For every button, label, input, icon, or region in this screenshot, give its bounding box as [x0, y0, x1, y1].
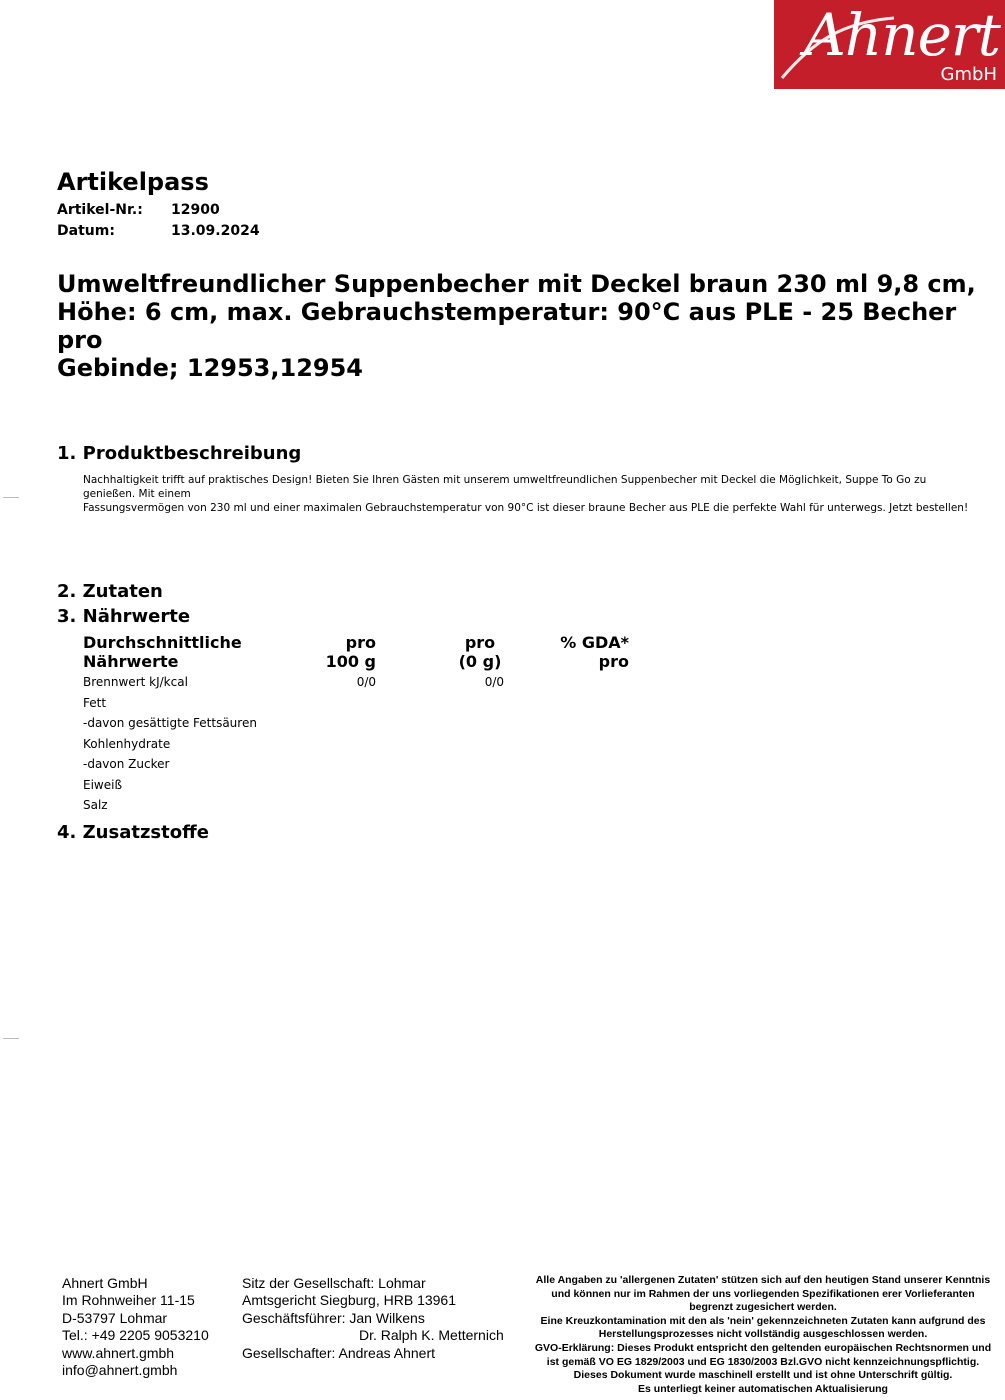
disclaimer-line: Herstellungsprozesses nicht vollständig ausgeschlossen werden.	[598, 1328, 928, 1341]
disclaimer-line: GVO-Erklärung: Dieses Produkt entspricht den geltenden europäischen Rechtsnormen und	[534, 1341, 992, 1354]
product-description	[83, 473, 973, 515]
section-naehrwerte-heading: 3. Nährwerte	[57, 606, 191, 627]
nutrition-row-label: -davon gesättigte Fettsäuren	[83, 716, 257, 730]
nutrition-row-label: -davon Zucker	[83, 757, 170, 771]
disclaimer-line: Eine Kreuzkontamination mit den als 'nein' gekennzeichneten Zutaten kann aufgrund des	[540, 1314, 986, 1327]
product-title-line: Gebinde; 12953,12954	[57, 354, 363, 382]
footer-disclaimer	[524, 1274, 1002, 1396]
date-value: 13.09.2024	[171, 223, 260, 239]
footer-managing-director: Geschäftsführer: Jan Wilkens	[242, 1309, 425, 1326]
section-zusatzstoffe-heading: 4. Zusatzstoffe	[57, 822, 209, 843]
product-title	[57, 270, 977, 382]
disclaimer-line: begrenzt zugesichert werden.	[689, 1301, 837, 1314]
nutrition-row-label: Salz	[83, 798, 108, 812]
article-number-label: Artikel-Nr.:	[57, 202, 143, 218]
header-line: pro	[598, 652, 629, 671]
disclaimer-line: Alle Angaben zu 'allergenen Zutaten' stützen sich auf den heutigen Stand unserer Kenntnis	[535, 1274, 991, 1286]
logo-sub-text: GmbH	[940, 64, 997, 85]
product-title-line: Höhe: 6 cm, max. Gebrauchstemperatur: 90°C aus PLE - 25 Becher pro	[57, 298, 957, 354]
footer-email-link[interactable]: info@ahnert.gmbh	[62, 1362, 178, 1379]
margin-fold-mark	[3, 497, 19, 498]
date-label: Datum:	[57, 223, 115, 239]
footer-phone: Tel.: +49 2205 9053210	[62, 1327, 209, 1344]
footer-legal-info	[242, 1275, 504, 1362]
nutrition-row-portion: 0/0	[484, 675, 504, 689]
footer-shareholder: Gesellschafter: Andreas Ahnert	[242, 1344, 435, 1361]
disclaimer-line: ist gemäß VO EG 1829/2003 und EG 1830/2003 Bzl.GVO nicht kennzeichnungspflichtig.	[546, 1355, 980, 1368]
footer-company-name: Ahnert GmbH	[62, 1275, 148, 1291]
logo-brand-text: Ahnert	[804, 1, 1000, 69]
nutrition-header-portion	[440, 633, 520, 671]
nutrition-row-label: Eiweiß	[83, 778, 123, 792]
nutrition-row-label: Fett	[83, 696, 107, 710]
article-number-value: 12900	[171, 202, 220, 218]
product-title-line: Umweltfreundlicher Suppenbecher mit Deckel braun 230 ml 9,8 cm,	[57, 270, 976, 298]
company-logo	[774, 0, 1005, 89]
footer-city: D-53797 Lohmar	[62, 1309, 168, 1326]
nutrition-row-label: Brennwert kJ/kcal	[83, 675, 188, 689]
footer-website-link[interactable]: www.ahnert.gmbh	[62, 1344, 175, 1361]
header-line: 100 g	[325, 652, 376, 671]
section-zutaten-heading: 2. Zutaten	[57, 581, 163, 602]
footer-seat: Sitz der Gesellschaft: Lohmar	[242, 1275, 426, 1291]
disclaimer-line: und können nur im Rahmen der uns vorliegenden Spezifikationen erer Vorlieferanten	[551, 1287, 975, 1300]
footer-company-address	[62, 1275, 209, 1379]
header-line: % GDA*	[560, 633, 629, 652]
footer-managing-director-2: Dr. Ralph K. Metternich	[359, 1327, 504, 1344]
header-line: pro	[345, 633, 376, 652]
description-line: Fassungsvermögen von 230 ml und einer maximalen Gebrauchstemperatur von 90°C ist dieser braune Becher aus PLE die perfekte Wahl für unterwegs. Jetzt bestellen!	[83, 502, 969, 514]
header-line: pro	[464, 633, 496, 652]
footer-street: Im Rohnweiher 11-15	[62, 1292, 195, 1309]
header-line: Nährwerte	[83, 652, 179, 671]
disclaimer-line: Dieses Dokument wurde maschinell erstellt und ist ohne Unterschrift gültig.	[573, 1369, 953, 1382]
nutrition-header-per100	[300, 633, 376, 671]
document-title: Artikelpass	[57, 168, 209, 196]
header-line: Durchschnittliche	[83, 633, 242, 652]
section-produktbeschreibung-heading: 1. Produktbeschreibung	[57, 443, 302, 464]
header-line: (0 g)	[458, 652, 502, 671]
footer-court: Amtsgericht Siegburg, HRB 13961	[242, 1292, 456, 1309]
disclaimer-line: Es unterliegt keiner automatischen Aktualisierung	[638, 1382, 888, 1395]
nutrition-header-gda	[555, 633, 629, 671]
description-line: Nachhaltigkeit trifft auf praktisches Design! Bieten Sie Ihren Gästen mit unserem umweltfreundlichen Suppenbecher mit Deckel die Möglichkeit, Suppe To Go zu genießen. Mit einem	[83, 474, 927, 500]
nutrition-header-label	[83, 633, 242, 671]
nutrition-row-per100: 0/0	[356, 675, 376, 689]
nutrition-row-label: Kohlenhydrate	[83, 737, 171, 751]
margin-fold-mark	[3, 1038, 19, 1039]
